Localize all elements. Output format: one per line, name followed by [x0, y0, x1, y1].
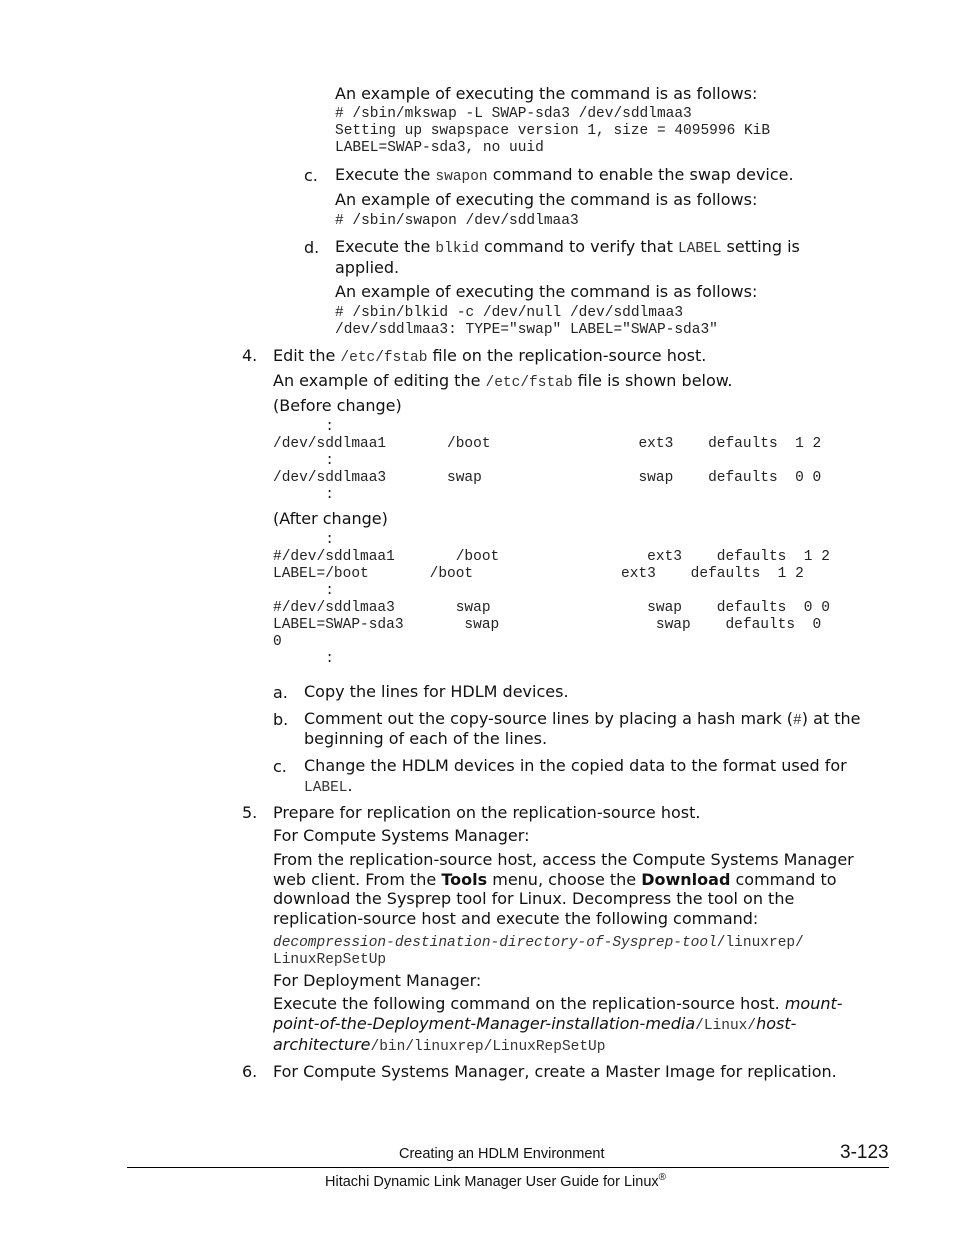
substep-c-text-line2: LABEL. — [304, 776, 353, 796]
step-4-text: Edit the /etc/fstab file on the replication-source host. — [273, 346, 707, 366]
blkid-example-code: # /sbin/blkid -c /dev/null /dev/sddlmaa3 /dev/sddlmaa3: TYPE="swap" LABEL="SWAP-sda3" — [335, 305, 718, 338]
after-change-heading: (After change) — [273, 509, 388, 528]
step-4-number: 4. — [242, 346, 258, 365]
dm-para-line1: Execute the following command on the replication-source host. mount- — [273, 994, 843, 1013]
dm-para-line3: architecture/bin/linuxrep/LinuxRepSetUp — [273, 1035, 606, 1055]
example-intro: An example of executing the command is as follows: — [335, 84, 758, 103]
substep-c-label: c. — [273, 757, 287, 776]
footer-section-title: Creating an HDLM Environment — [399, 1146, 605, 1162]
dm-para-line2: point-of-the-Deployment-Manager-installation-media/Linux/host- — [273, 1014, 797, 1034]
csm-para-line1: From the replication-source host, access the Compute Systems Manager — [273, 850, 854, 869]
page-number: 3-123 — [840, 1142, 889, 1163]
step-d-label: d. — [304, 238, 320, 257]
csm-command-line1: decompression-destination-directory-of-Sysprep-tool/linuxrep/ — [273, 935, 804, 951]
footer-rule — [127, 1167, 889, 1168]
dm-heading: For Deployment Manager: — [273, 971, 482, 990]
substep-a-text: Copy the lines for HDLM devices. — [304, 682, 569, 701]
step-6-number: 6. — [242, 1062, 258, 1081]
step-4-example-intro: An example of editing the /etc/fstab file is shown below. — [273, 371, 733, 391]
substep-b-text-line1: Comment out the copy-source lines by placing a hash mark (#) at the — [304, 709, 861, 729]
mkswap-example-code: # /sbin/mkswap -L SWAP-sda3 /dev/sddlmaa3 Setting up swapspace version 1, size = 4095996 KiB LABEL=SWAP-sda3, no uuid — [335, 106, 771, 156]
swapon-example-code: # /sbin/swapon /dev/sddlmaa3 — [335, 213, 579, 229]
fstab-after-code: : #/dev/sddlmaa1 /boot ext3 defaults 1 2 LABEL=/boot /boot ext3 defaults 1 2 : #/dev/sddlmaa3 swap swap defaults 0 0 LABEL=SWAP-sda3 swap swap defaults 0 0 : — [273, 532, 830, 667]
step-5-number: 5. — [242, 803, 258, 822]
step-d-text-line2: applied. — [335, 258, 400, 277]
fstab-before-code: : /dev/sddlmaa1 /boot ext3 defaults 1 2 : /dev/sddlmaa3 swap swap defaults 0 0 : — [273, 419, 822, 503]
before-change-heading: (Before change) — [273, 396, 402, 415]
step-c-example-intro: An example of executing the command is as follows: — [335, 190, 758, 209]
substep-b-text-line2: beginning of each of the lines. — [304, 729, 548, 748]
substep-b-label: b. — [273, 710, 289, 729]
csm-heading: For Compute Systems Manager: — [273, 826, 530, 845]
csm-command-line2: LinuxRepSetUp — [273, 952, 387, 968]
step-d-example-intro: An example of executing the command is as follows: — [335, 282, 758, 301]
csm-para-line2: web client. From the Tools menu, choose the Download command to — [273, 870, 837, 889]
step-c-text: Execute the swapon command to enable the swap device. — [335, 165, 794, 185]
substep-c-text-line1: Change the HDLM devices in the copied data to the format used for — [304, 756, 847, 775]
substep-a-label: a. — [273, 683, 288, 702]
step-d-text-line1: Execute the blkid command to verify that LABEL setting is — [335, 237, 800, 257]
csm-para-line4: replication-source host and execute the following command: — [273, 909, 759, 928]
csm-para-line3: download the Sysprep tool for Linux. Decompress the tool on the — [273, 889, 795, 908]
footer-guide-title: Hitachi Dynamic Link Manager User Guide for Linux® — [325, 1172, 667, 1190]
step-c-label: c. — [304, 166, 318, 185]
step-6-text: For Compute Systems Manager, create a Master Image for replication. — [273, 1062, 837, 1081]
step-5-text: Prepare for replication on the replication-source host. — [273, 803, 701, 822]
registered-mark: ® — [658, 1172, 667, 1183]
